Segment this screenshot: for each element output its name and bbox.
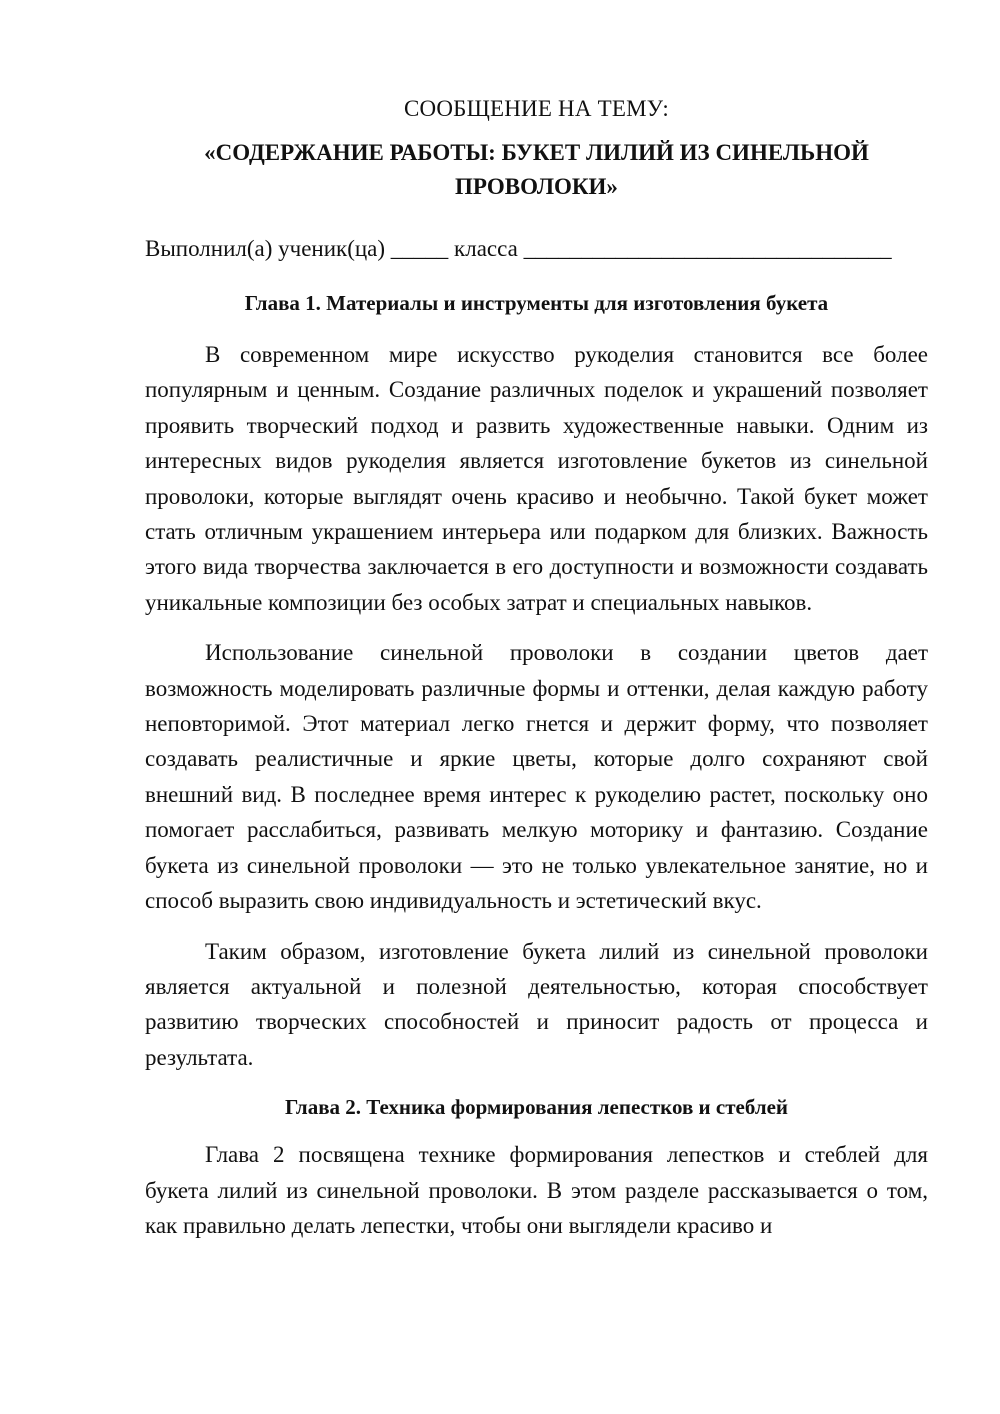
chapter-1-paragraph-3: Таким образом, изготовление букета лилий из синельной проволоки является актуальной и полезной деятельностью, которая способствует развитию творческих способностей и приносит радость от процесса и результата. [145,938,928,1070]
chapter-1-paragraph-2: Использование синельной проволоки в создании цветов дает возможность моделировать различные формы и оттенки, делая каждую работу неповторимой. Этот материал легко гнется и держит форму, что позволяет создавать реалистичные и яркие цветы, которые долго сохраняют свой внешний вид. В последнее время интерес к рукоделию растет, поскольку оно помогает расслабиться, развивать мелкую моторику и фантазию. Создание букета из синельной проволоки — это не только увлекательное занятие, но и способ выразить свою индивидуальность и эстетический вкус. [145,640,928,914]
subject-line: СООБЩЕНИЕ НА ТЕМУ: [404,96,669,121]
chapter-1-paragraph-1: В современном мире искусство рукоделия становится все более популярным и ценным. Создание различных поделок и украшений позволяет проявить творческий подход и развить художественные навыки. Одним из интересных видов рукоделия является изготовление букетов из синельной проволоки, которые выглядят очень красиво и необычно. Такой букет может стать отличным украшением интерьера или подарком для близких. Важность этого вида творчества заключается в его доступности и возможности создавать уникальные композиции без особых затрат и специальных навыков. [145,342,928,615]
author-line: Выполнил(а) ученик(ца) _____ класса ________________________________ [145,236,892,261]
document-page [145,92,928,1243]
chapter-2-paragraph-1: Глава 2 посвящена технике формирования лепестков и стеблей для букета лилий из синельной проволоки. В этом разделе рассказывается о том, как правильно делать лепестки, чтобы они выглядели красиво и [145,1142,928,1238]
chapter-2-heading: Глава 2. Техника формирования лепестков и стеблей [284,1095,789,1120]
document-title: «СОДЕРЖАНИЕ РАБОТЫ: БУКЕТ ЛИЛИЙ ИЗ СИНЕЛЬНОЙ ПРОВОЛОКИ» [204,140,869,199]
chapter-1-heading: Глава 1. Материалы и инструменты для изготовления букета [244,291,829,315]
